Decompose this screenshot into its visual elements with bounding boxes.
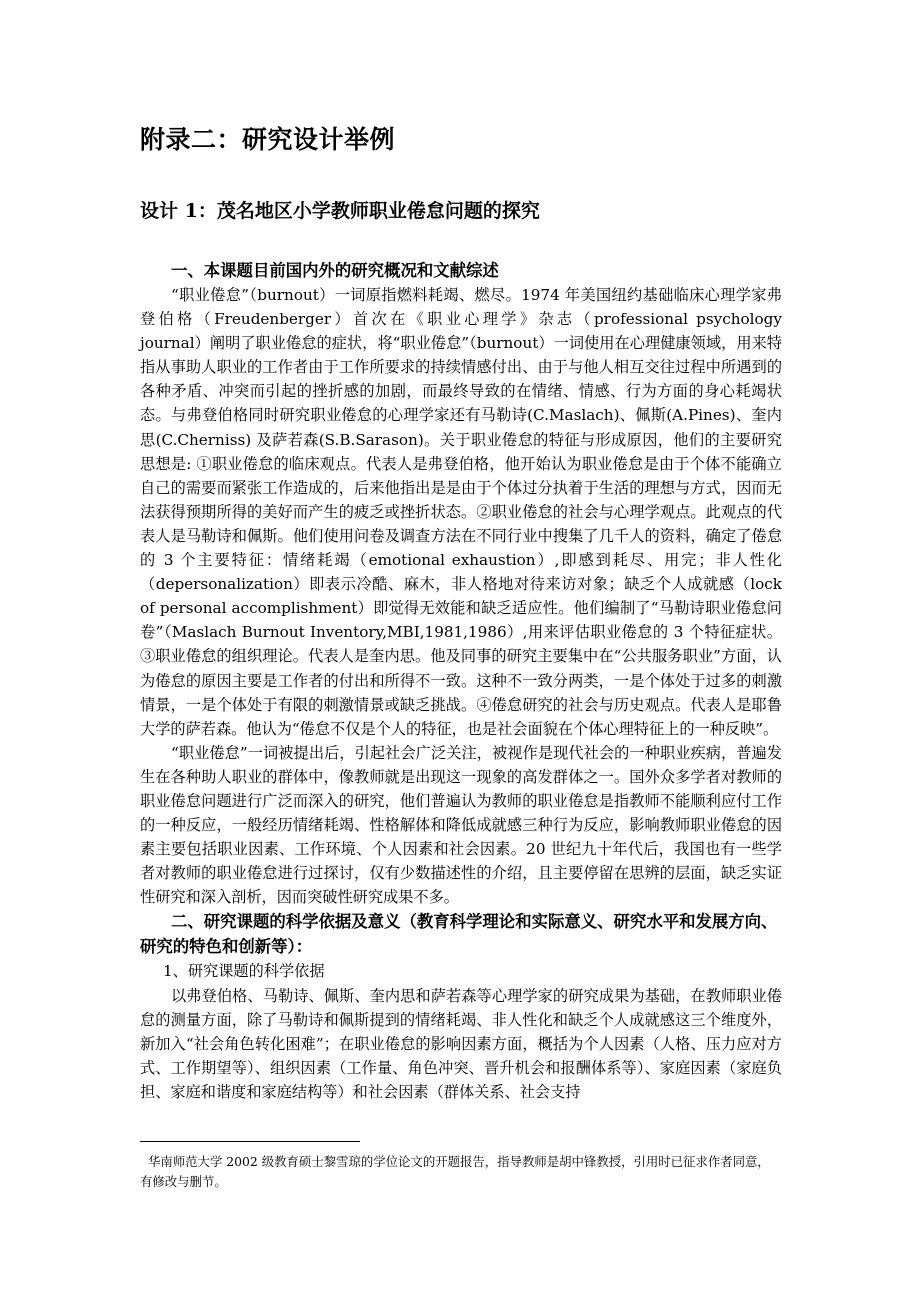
- design-heading: [140, 196, 540, 223]
- section-1-paragraph-1: “职业倦怠”（burnout）一词原指燃料耗竭、燃尽。1974 年美国纽约基础临床心理学家弗登伯格（Freudenberger）首次在《职业心理学》杂志（professional psychology journal）阐明了职业倦怠的症状，将“职业倦怠”（burnout）一词使用在心理健康领域，用来特指从事助人职业的工作者由于工作所要求的持续情感付出、由于与他人相互交往过程中所遇到的各种矛盾、冲突而引起的挫折感的加剧，而最终导致的在情绪、情感、行为方面的身心耗竭状态。与弗登伯格同时研究职业倦怠的心理学家还有马勒诗(C.Maslach)、佩斯(A.Pines)、奎内思(C.Cherniss) 及萨若森(S.B.Sarason)。关于职业倦怠的特征与形成原因，他们的主要研究思想是: ①职业倦怠的临床观点。代表人是弗登伯格，他开始认为职业倦怠是由于个体不能确立自己的需要而紧张工作造成的，后来他指出是是由于个体过分执着于生活的理想与方式，因而无法获得预期所得的美好而产生的疲乏或挫折状态。②职业倦怠的社会与心理学观点。此观点的代表人是马勒诗和佩斯。他们使用问卷及调查方法在不同行业中搜集了几千人的资料，确定了倦怠的 3 个主要特征：情绪耗竭（emotional exhaustion）,即感到耗尽、用完；非人性化（depersonalization）即表示冷酷、麻木，非人格地对待来访对象；缺乏个人成就感（lock of personal accomplishment）即觉得无效能和缺乏适应性。他们编制了“马勒诗职业倦怠问卷”（Maslach Burnout Inventory,MBI,1981,1986）,用来评估职业倦怠的 3 个特征症状。③职业倦怠的组织理论。代表人是奎内思。他及同事的研究主要集中在“公共服务职业”方面，认为倦怠的原因主要是工作者的付出和所得不一致。这种不一致分两类，一是个体处于过多的刺激情景，一是个体处于有限的刺激情景或缺乏挑战。④倦怠研究的社会与历史观点。代表人是耶鲁大学的萨若森。他认为“倦怠不仅是个人的特征，也是社会面貌在个体心理特征上的一种反映”。: [140, 286, 782, 738]
- body-text: [140, 258, 782, 1104]
- section-2-heading: 二、研究课题的科学依据及意义（教育科学理论和实际意义、研究水平和发展方向、研究的特色和创新等）：: [140, 912, 778, 957]
- design-heading-text: 设计 1：茂名地区小学教师职业倦怠问题的探究: [140, 200, 540, 222]
- footnote-text: 华南师范大学 2002 级教育硕士黎雪琼的学位论文的开题报告，指导教师是胡中锋教授，引用时已征求作者同意，有修改与删节。: [140, 1154, 770, 1189]
- section-2-subheading: 1、研究课题的科学依据: [163, 962, 325, 981]
- footnote-separator: [140, 1141, 360, 1142]
- section-1-paragraph-2: “职业倦怠”一词被提出后，引起社会广泛关注，被视作是现代社会的一种职业疾病，普遍发生在各种助人职业的群体中，像教师就是出现这一现象的高发群体之一。国外众多学者对教师的职业倦怠问题进行广泛而深入的研究，他们普遍认为教师的职业倦怠是指教师不能顺利应付工作的一种反应，一般经历情绪耗竭、性格解体和降低成就感三种行为反应，影响教师职业倦怠的因素主要包括职业因素、工作环境、个人因素和社会因素。20 世纪九十年代后，我国也有一些学者对教师的职业倦怠进行过探讨，仅有少数描述性的介绍，且主要停留在思辨的层面，缺乏实证性研究和深入剖析，因而突破性研究成果不多。: [140, 743, 782, 907]
- section-1-heading: 一、本课题目前国内外的研究概况和文献综述: [171, 261, 499, 280]
- page-title: 附录二：研究设计举例: [140, 125, 396, 154]
- footnote: [140, 1153, 782, 1191]
- section-2-paragraph-1: 以弗登伯格、马勒诗、佩斯、奎内思和萨若森等心理学家的研究成果为基础，在教师职业倦怠的测量方面，除了马勒诗和佩斯提到的情绪耗竭、非人性化和缺乏个人成就感这三个维度外，新加入“社会角色转化困难”；在职业倦怠的影响因素方面，概括为个人因素（人格、压力应对方式、工作期望等）、组织因素（工作量、角色冲突、晋升机会和报酬体系等）、家庭因素（家庭负担、家庭和谐度和家庭结构等）和社会因素（群体关系、社会支持: [140, 986, 782, 1101]
